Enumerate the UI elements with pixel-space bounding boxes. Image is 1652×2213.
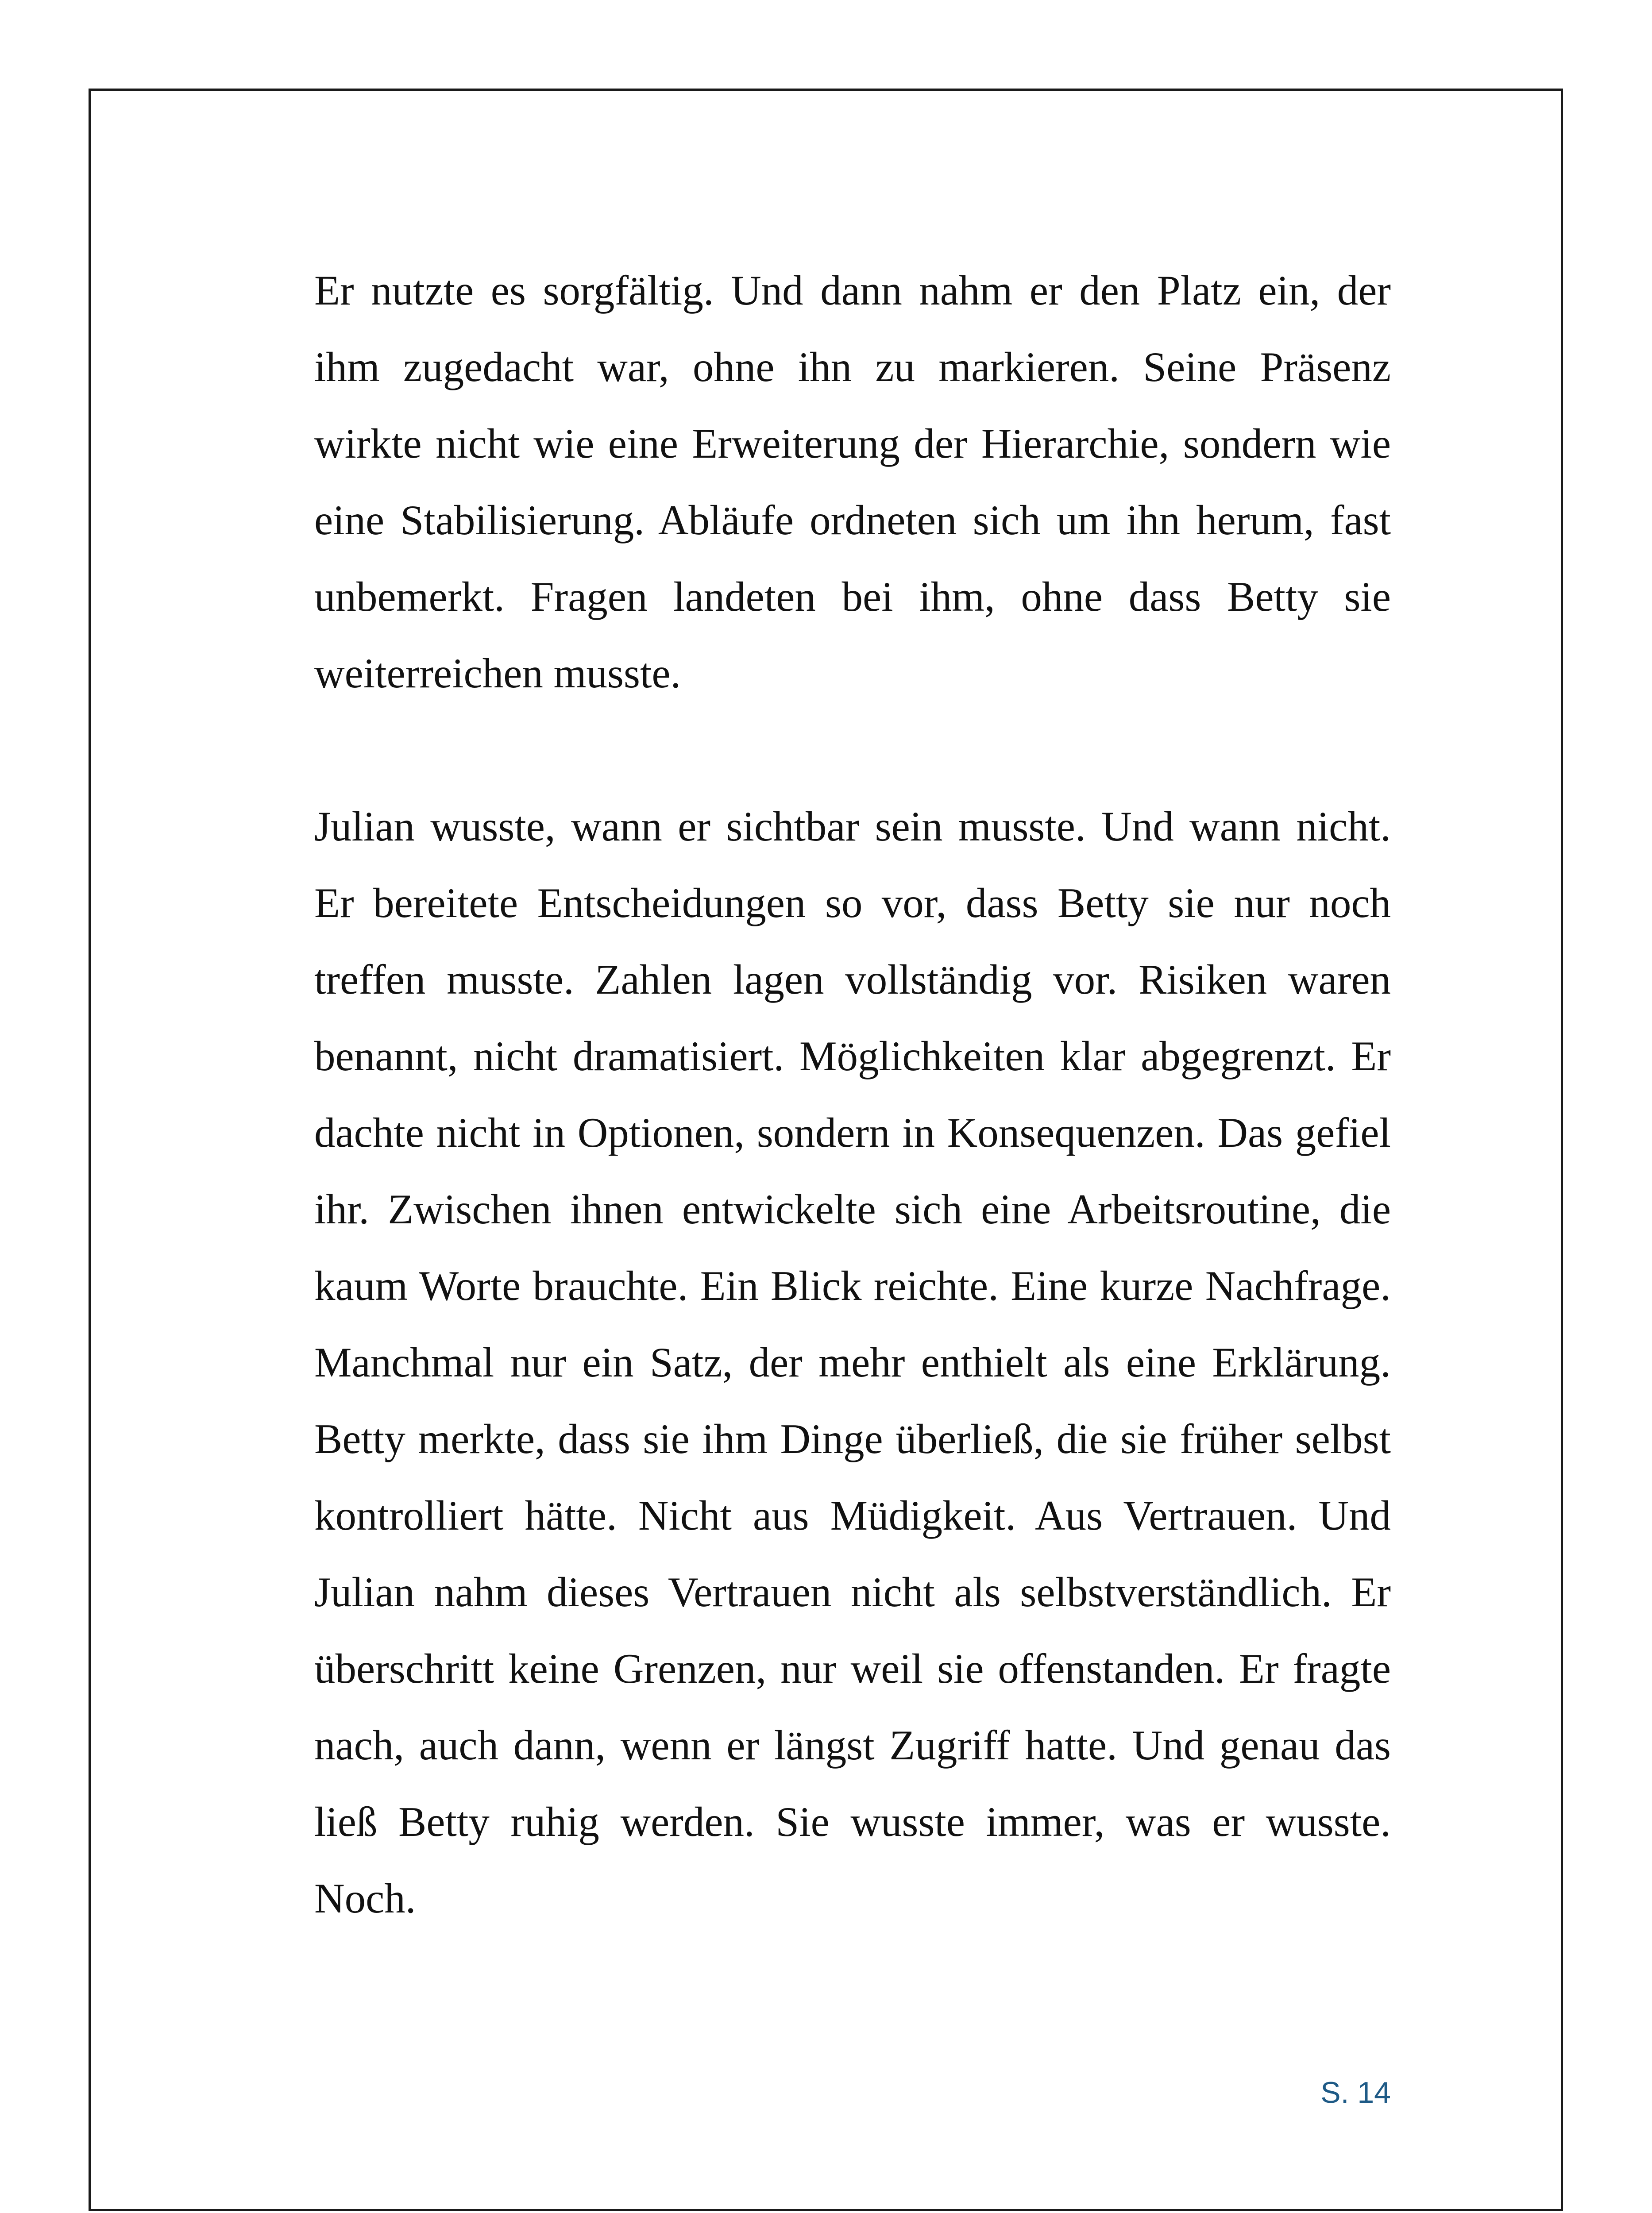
paragraph-1: Er nutzte es sorgfältig. Und dann nahm er den Platz ein, der ihm zugedacht war, ohne ihn zu markieren. Seine Präsenz wirkte nicht wie eine Erweiterung der Hierarchie, sondern wie eine Stabilisierung. Abläufe ordneten sich um ihn herum, fast unbemerkt. Fragen landeten bei ihm, ohne dass Betty sie weiterreichen musste. — [314, 267, 1391, 697]
paragraph-2: Julian wusste, wann er sichtbar sein musste. Und wann nicht. Er bereitete Entscheidungen so vor, dass Betty sie nur noch treffen musste. Zahlen lagen vollständig vor. Risiken waren benannt, nicht dramatisiert. Möglichkeiten klar abgegrenzt. Er dachte nicht in Optionen, sondern in Konsequenzen. Das gefiel ihr. Zwischen ihnen entwickelte sich eine Arbeitsroutine, die kaum Worte brauchte. Ein Blick reichte. Eine kurze Nachfrage. Manchmal nur ein Satz, der mehr enthielt als eine Erklärung. Betty merkte, dass sie ihm Dinge überließ, die sie früher selbst kontrolliert hätte. Nicht aus Müdigkeit. Aus Vertrauen. Und Julian nahm dieses Vertrauen nicht als selbstverständlich. Er überschritt keine Grenzen, nur weil sie offenstanden. Er fragte nach, auch dann, wenn er längst Zugriff hatte. Und genau das ließ Betty ruhig werden. Sie wusste immer, was er wusste. Noch. — [314, 803, 1391, 1922]
page-number: S. 14 — [1320, 2076, 1391, 2109]
body-text — [314, 252, 1391, 1937]
